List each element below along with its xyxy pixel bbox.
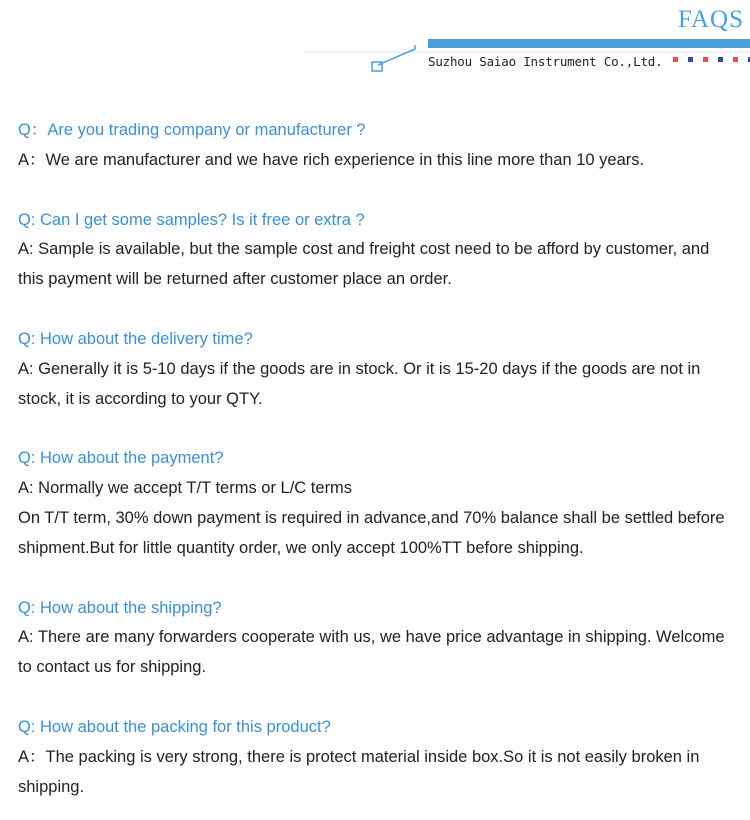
- faq-question: Q: How about the delivery time?: [18, 329, 253, 348]
- faq-question: Q：Are you trading company or manufacturer ?: [18, 121, 366, 139]
- faq-answer: [18, 235, 750, 295]
- faq-answer: [18, 743, 750, 803]
- dot-red-3: [733, 57, 738, 62]
- page-title: FAQS: [677, 6, 744, 33]
- faq-answer-line: A: Normally we accept T/T terms or L/C terms: [18, 479, 353, 498]
- header-accent-bar: [428, 39, 750, 48]
- dot-red-2: [703, 57, 708, 62]
- dot-red-1: [673, 57, 678, 62]
- faq-item-samples: [18, 206, 750, 295]
- faq-item-shipping: [18, 594, 750, 683]
- faq-answer-line: A: Sample is available, but the sample cost and freight cost need to be afford by customer, and: [18, 240, 710, 259]
- faq-item-delivery-time: [18, 325, 750, 414]
- header-bracket-line: [378, 45, 415, 65]
- faq-answer-line: to contact us for shipping.: [18, 658, 207, 677]
- faq-answer-line: shipment.But for little quantity order, we only accept 100%TT before shipping.: [18, 538, 584, 557]
- faq-answer: [18, 474, 750, 563]
- faq-answer-line: stock, it is according to your QTY.: [18, 389, 263, 408]
- decorative-dots: [673, 57, 750, 62]
- faq-answer-line: A：We are manufacturer and we have rich experience in this line more than 10 years.: [18, 150, 645, 169]
- faq-answer-line: On T/T term, 30% down payment is required in advance,and 70% balance shall be settled before: [18, 508, 725, 527]
- faq-question: Q: How about the payment?: [18, 449, 224, 468]
- faq-answer-line: this payment will be returned after customer place an order.: [18, 270, 452, 289]
- faq-item-trading-or-manufacturer: [18, 116, 750, 176]
- faq-answer: [18, 355, 750, 415]
- faq-item-packing: [18, 713, 750, 802]
- faq-answer-line: shipping.: [18, 777, 85, 796]
- faq-list: [18, 116, 750, 802]
- faq-answer-line: A：The packing is very strong, there is protect material inside box.So it is not easily broken in: [18, 747, 700, 766]
- faq-answer: [18, 146, 750, 176]
- faq-question: Q: How about the shipping?: [18, 598, 222, 617]
- dot-blue-1: [688, 57, 693, 62]
- faq-answer-line: A: Generally it is 5-10 days if the goods are in stock. Or it is 15-20 days if the goods are not in: [18, 359, 701, 378]
- dot-blue-2: [718, 57, 723, 62]
- company-name: Suzhou Saiao Instrument Co.,Ltd.: [428, 54, 663, 69]
- faq-question: Q: How about the packing for this product?: [18, 717, 331, 736]
- faq-header: [0, 0, 750, 80]
- faq-answer: [18, 623, 750, 683]
- faq-question: Q: Can I get some samples? Is it free or extra ?: [18, 210, 365, 229]
- faq-item-payment: [18, 444, 750, 563]
- faq-answer-line: A: There are many forwarders cooperate with us, we have price advantage in shipping. Welcome: [18, 628, 725, 647]
